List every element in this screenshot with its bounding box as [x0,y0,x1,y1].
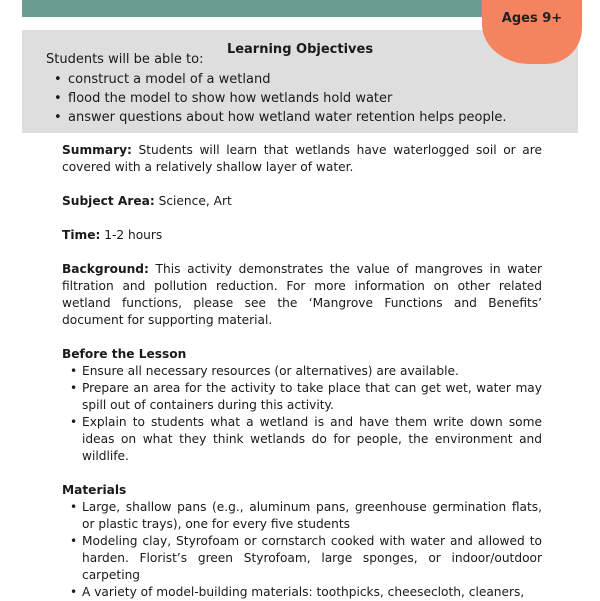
background-text: This activity demonstrates the value of mangroves in water filtration and pollution reduction. For more information on other related wetland functions, please see the ‘Mangrove Functions and Benefits’ document for supporting material. [62,262,542,327]
time-line [62,227,542,244]
subject-area-label: Subject Area: [62,194,155,208]
list-item: • Prepare an area for the activity to take place that can get wet, water may spill out of containers during this activity. [62,380,542,414]
summary-text: Students will learn that wetlands have waterlogged soil or are covered with a relatively shallow layer of water. [62,143,542,174]
lesson-content [62,142,542,601]
materials-heading: Materials [62,483,127,497]
objectives-list [52,70,506,127]
age-badge-label: Ages 9+ [501,11,563,26]
list-item: • Modeling clay, Styrofoam or cornstarch cooked with water and allowed to harden. Florist’s green Styrofoam, large sponges, or indoor/outdoor carpeting [62,533,542,584]
subject-area-line [62,193,542,210]
time-label: Time: [62,228,101,242]
objectives-intro: Students will be able to: [46,52,204,67]
list-item: • Explain to students what a wetland is and have them write down some ideas on what they think wetlands do for people, the environment and wildlife. [62,414,542,465]
list-item: • Ensure all necessary resources (or alternatives) are available. [62,363,542,380]
list-item: • answer questions about how wetland water retention helps people. [52,108,506,127]
list-item: • construct a model of a wetland [52,70,506,89]
background-label: Background: [62,262,149,276]
summary-label: Summary: [62,143,132,157]
list-item: • flood the model to show how wetlands hold water [52,89,506,108]
list-item: • Large, shallow pans (e.g., aluminum pans, greenhouse germination flats, or plastic trays), one for every five students [62,499,542,533]
list-item: • A variety of model-building materials: toothpicks, cheesecloth, cleaners, [62,584,542,601]
summary-paragraph [62,142,542,176]
before-lesson-list [62,363,542,465]
objectives-title: Learning Objectives [226,42,374,57]
materials-list [62,499,542,601]
before-lesson-heading: Before the Lesson [62,347,187,361]
background-paragraph [62,261,542,329]
subject-area-text: Science, Art [154,194,232,208]
time-text: 1-2 hours [100,228,163,242]
